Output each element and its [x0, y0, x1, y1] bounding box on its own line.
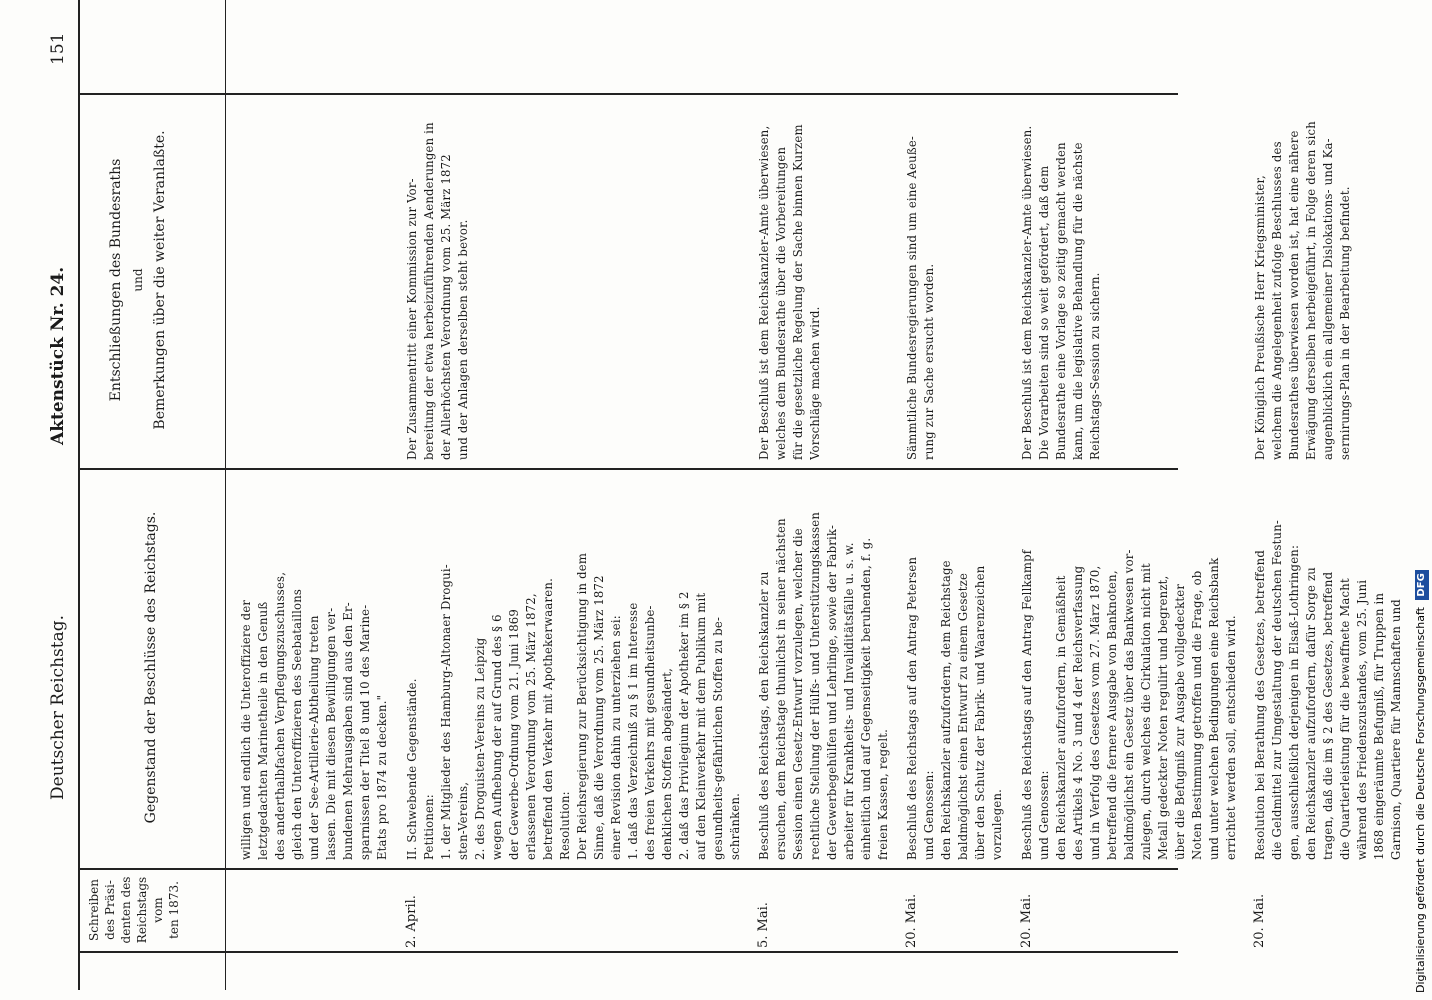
row-date: 20. Mai.: [1019, 893, 1034, 948]
subject-line: die Geldmittel zur Umgestaltung der deutschen Festun-: [1270, 519, 1285, 860]
row-date: 5. Mai.: [755, 902, 771, 948]
subject-line: betreffend den Verkehr mit Apothekerwaaren.: [540, 578, 555, 860]
decision-line: rung zur Sache ersucht worden.: [922, 263, 937, 460]
row-decision: [404, 100, 472, 460]
subject-line: rechtliche Stellung der Hülfs- und Unterstützungskassen: [807, 511, 822, 860]
subject-line: baldmöglichst einen Entwurf zu einem Gesetze: [956, 572, 971, 860]
decisions-header-line2: und: [131, 268, 145, 292]
column-rule-3: [78, 469, 1178, 471]
dfg-stamp: [1412, 8, 1430, 993]
subject-line: Beschluß des Reichstags auf den Antrag Fellkampf: [1020, 549, 1034, 860]
row-subject: [1252, 475, 1405, 860]
row-decision: [1019, 100, 1104, 460]
subject-line: Resolution bei Berathung des Gesetzes, betreffend: [1253, 550, 1268, 860]
subject-line: arbeiter für Krankheits- und Invaliditätsfälle u. s. w.: [841, 542, 856, 860]
decision-line: welchem die Angelegenheit zufolge Beschlusses des: [1270, 141, 1285, 460]
subject-line: 1. der Mitglieder des Hamburg-Altonaer Drogui-: [438, 564, 453, 860]
row-subject: [904, 475, 1006, 860]
column-rule-4: [78, 94, 1178, 96]
subject-line: einheitlich und auf Gegenseitigkeit beruhenden, f. g.: [858, 537, 873, 860]
decision-line: augenblicklich ein allgemeiner Dislokations- und Ka-: [1321, 138, 1336, 460]
subject-line: zulegen, durch welches die Cirkulation nicht mit: [1139, 563, 1153, 860]
decision-line: Bundesrathe eine Vorlage so zeitig gemacht werden: [1054, 142, 1068, 460]
subject-line: 2. daß das Privilegium der Apotheker im § 2: [676, 591, 691, 860]
subject-line: Session einen Gesetz-Entwurf vorzulegen, welcher die: [790, 528, 805, 860]
column-header-subject: Gegenstand der Beschlüsse des Reichstags.: [143, 511, 159, 824]
subject-line: betreffend die fernere Ausgabe von Banknoten,: [1105, 570, 1119, 860]
running-header: [48, 0, 78, 1000]
subject-line: und Genossen:: [922, 770, 937, 860]
subject-line: 2. des Droguisten-Vereins zu Leipzig: [472, 637, 487, 860]
decision-line: und der Anlagen derselben steht bevor.: [455, 219, 470, 460]
subject-line: ersuchen, dem Reichstage thunlichst in seiner nächsten: [773, 518, 788, 860]
subject-line: 1. daß das Verzeichniß zu § 1 im Interesse: [625, 602, 640, 860]
row-subject: [1019, 475, 1240, 860]
subject-line: der Gewerbegehülfen und Lehrlinge, sowie der Fabrik-: [824, 524, 839, 860]
subject-line: sten-Vereins,: [455, 781, 470, 860]
column-header-date-line: vom: [151, 897, 165, 923]
subject-line: des anderthalbfachen Verpflegungszuschusses,: [273, 571, 287, 860]
column-header-date: [86, 872, 182, 948]
decision-line: kann, um die legislative Behandlung für die nächste: [1071, 142, 1085, 460]
subject-line: Etats pro 1874 zu decken.": [375, 694, 389, 860]
row-subject: [238, 475, 391, 860]
subject-line: einer Revision dahin zu unterziehen sei:: [608, 615, 623, 860]
subject-line: lassen. Die mit diesen Bewilligungen ver-: [324, 607, 338, 860]
subject-line: baldmöglichst ein Gesetz über das Bankwesen vor-: [1122, 549, 1136, 860]
column-header-date-line: Schreiben: [87, 879, 101, 941]
decision-line: welches dem Bundesrathe über die Vorbereitungen: [773, 146, 788, 460]
column-header-date-line: Reichstags: [135, 876, 149, 944]
subject-line: schränken.: [727, 792, 742, 860]
header-left: Deutscher Reichstag.: [48, 615, 68, 800]
table-top-rule: [78, 0, 80, 990]
subject-line: der Gewerbe-Ordnung vom 21. Juni 1869: [506, 608, 521, 860]
subject-line: über den Schutz der Fabrik- und Waarenzeichen: [973, 565, 988, 860]
decisions-header-line1: Entschließungen des Bundesraths: [108, 158, 124, 402]
subject-line: Sinne, daß die Verordnung vom 25. März 1872: [591, 575, 606, 860]
subject-line: Beschluß des Reichstags auf den Antrag Petersen: [905, 556, 920, 860]
subject-line: des Artikels 4 No. 3 und 4 der Reichsverfassung: [1071, 565, 1085, 860]
subject-line: bundenen Mehrausgaben sind aus den Er-: [341, 602, 355, 860]
subject-line: errichtet werden soll, entschieden wird.: [1224, 615, 1238, 860]
row-subject: [756, 475, 892, 860]
row-date: 20. Mai.: [904, 893, 920, 948]
subject-line: auf den Kleinverkehr mit dem Publikum mit: [693, 592, 708, 860]
subject-line: vorzulegen.: [990, 788, 1005, 860]
decision-line: sernirungs-Plan in der Bearbeitung befindet.: [1338, 186, 1353, 460]
subject-line: Metall gedeckter Noten regulirt und begrenzt,: [1156, 575, 1170, 860]
subject-line: letztgedachten Marinetheile in den Genuß: [256, 601, 270, 860]
subject-line: willigen und endlich die Unteroffiziere der: [239, 599, 253, 860]
decision-line: Vorschläge machen wird.: [807, 306, 822, 460]
row-decision: [756, 100, 824, 460]
subject-line: erlassenen Verordnung vom 25. März 1872,: [523, 593, 538, 860]
subject-line: und in Verfolg des Gesetzes vom 27. März 1870,: [1088, 565, 1102, 860]
decision-line: Der Zusammentritt einer Kommission zur Vor-: [404, 178, 419, 460]
decision-line: Die Vorarbeiten sind so weit gefördert, daß dem: [1037, 165, 1051, 460]
row-date: 20. Mai.: [1252, 893, 1268, 948]
decision-line: der Allerhöchsten Verordnung vom 25. März 1872: [438, 154, 453, 460]
subject-line: über die Befugniß zur Ausgabe vollgedeckter: [1173, 583, 1187, 860]
subject-line: die Quartierleistung für die bewaffnete Macht: [1338, 578, 1353, 860]
header-bottom-rule: [225, 0, 226, 990]
subject-line: II. Schwebende Gegenstände.: [404, 678, 419, 860]
decision-line: bereitung der etwa herbeizuführenden Aenderungen in: [421, 122, 436, 460]
header-center: Aktenstück Nr. 24.: [48, 266, 68, 445]
subject-line: und Genossen:: [1037, 770, 1051, 860]
decision-line: Bundesrathes überwiesen worden ist, hat eine nähere: [1287, 130, 1302, 460]
subject-line: des freien Verkehrs mit gesundheitsunbe-: [642, 605, 657, 860]
subject-line: den Reichskanzler aufzufordern, dem Reichstage: [939, 560, 954, 860]
subject-line: 1868 eingeräumte Befugniß, für Truppen in: [1372, 592, 1387, 860]
decision-line: Der Beschluß ist dem Reichskanzler-Amte überwiesen.: [1020, 125, 1034, 460]
subject-line: Resolution:: [557, 791, 572, 860]
subject-line: tragen, daß die im § 2 des Gesetzes, betreffend: [1321, 571, 1336, 860]
decisions-header-line3: Bemerkungen über die weiter Veranlaßte.: [152, 130, 168, 430]
subject-line: Garnison, Quartiere für Mannschaften und: [1389, 599, 1404, 860]
column-header-date-line: des Präsi-: [103, 880, 117, 940]
subject-line: Beschluß des Reichstags, den Reichskanzler zu: [756, 571, 771, 860]
column-header-date-line: ten 1873.: [167, 881, 181, 939]
subject-line: gen, ausschließlich derjenigen in Elsaß-Lothringen:: [1287, 544, 1302, 860]
subject-line: den Reichskanzler aufzufordern, in Gemäßheit: [1054, 575, 1068, 860]
subject-line: und unter welchen Bedingungen eine Reichsbank: [1207, 557, 1221, 860]
subject-line: Petitionen:: [421, 794, 436, 860]
decision-line: Der Königlich Preußische Herr Kriegsminister,: [1253, 175, 1268, 460]
subject-line: und der See-Artillerie-Abtheilung treten: [307, 615, 321, 860]
column-header-decisions: [105, 100, 171, 460]
row-decision: [904, 100, 938, 460]
column-rule-2: [78, 869, 1178, 871]
column-header-date-line: denten des: [119, 876, 133, 944]
subject-line: denklichen Stoffen abgeändert,: [659, 667, 674, 860]
page-number: 151: [48, 32, 68, 65]
subject-line: Noten Bestimmung getroffen und die Frage, ob: [1190, 570, 1204, 860]
column-rule-1: [78, 952, 1178, 954]
subject-line: während des Friedenszustandes, vom 25. Juni: [1355, 579, 1370, 860]
row-subject: [404, 475, 744, 860]
subject-line: freien Kassen, regelt.: [875, 728, 890, 860]
subject-line: gleich den Unteroffizieren des Seebataillons: [290, 588, 304, 860]
decision-line: Sämmtliche Bundesregierungen sind um eine Aeuße-: [905, 135, 920, 460]
decision-line: Erwägung derselben herbeigeführt, in Folge deren sich: [1304, 121, 1319, 460]
subject-line: Der Reichsregierung zur Berücksichtigung in dem: [574, 552, 589, 860]
row-decision: [1252, 100, 1354, 460]
subject-line: sparnissen der Titel 8 und 10 des Marine-: [358, 604, 372, 860]
decision-line: für die gesetzliche Regelung der Sache binnen Kurzem: [790, 124, 805, 460]
row-date: 2. April.: [403, 895, 419, 948]
subject-line: wegen Aufhebung der auf Grund des § 6: [489, 614, 504, 860]
dfg-stamp-text: Digitalisierung gefördert durch die Deutsche Forschungsgemeinschaft: [1414, 607, 1427, 993]
subject-line: den Reichskanzler aufzufordern, dafür Sorge zu: [1304, 567, 1319, 860]
dfg-logo: DFG: [1415, 570, 1429, 599]
subject-line: gesundheits-gefährlichen Stoffen zu be-: [710, 616, 725, 860]
decision-line: Reichstags-Session zu sichern.: [1088, 272, 1102, 460]
decision-line: Der Beschluß ist dem Reichskanzler-Amte überwiesen,: [756, 125, 771, 460]
